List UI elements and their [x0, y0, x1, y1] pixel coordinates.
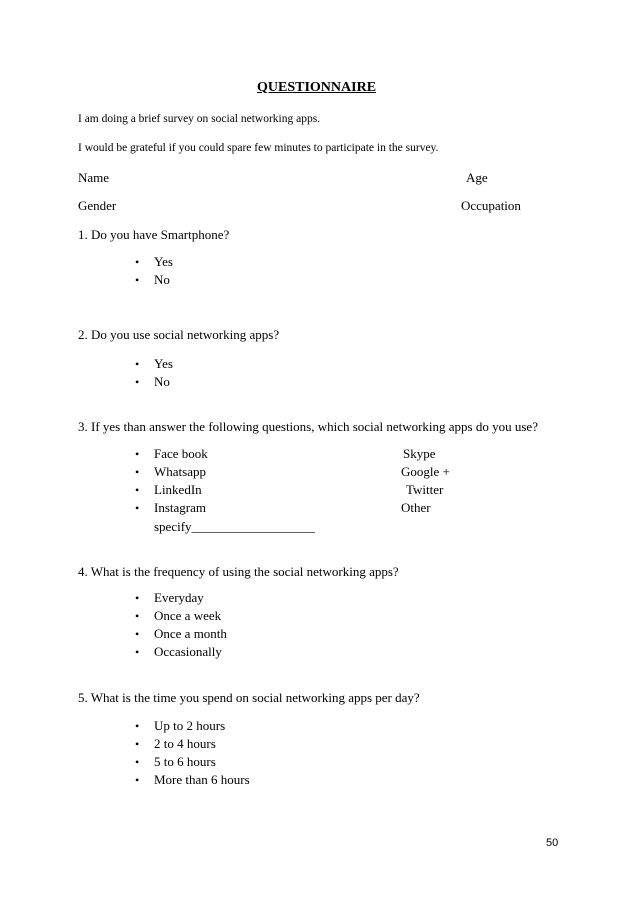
bullet-icon: •: [135, 273, 140, 287]
question-2: 2. Do you use social networking apps?: [78, 327, 280, 342]
bullet-icon: •: [135, 375, 140, 389]
bullet-icon: •: [135, 755, 140, 769]
option-label: Twitter: [406, 482, 444, 497]
bullet-icon: •: [135, 465, 140, 479]
option-label: Instagram: [154, 500, 206, 515]
page-title: QUESTIONNAIRE: [257, 80, 377, 95]
specify-field: specify___________________: [154, 519, 316, 534]
bullet-icon: •: [135, 255, 140, 269]
option-label: Up to 2 hours: [154, 718, 226, 733]
option-label: Once a month: [154, 626, 227, 641]
gender-label: Gender: [78, 198, 117, 213]
option-label: More than 6 hours: [154, 772, 250, 787]
bullet-icon: •: [135, 483, 140, 497]
bullet-icon: •: [135, 357, 140, 371]
bullet-icon: •: [135, 609, 140, 623]
bullet-icon: •: [135, 627, 140, 641]
name-label: Name: [78, 170, 110, 185]
bullet-icon: •: [135, 447, 140, 461]
intro-line-2: I would be grateful if you could spare few minutes to participate in the survey.: [78, 142, 439, 154]
page-number: 50: [546, 837, 559, 849]
option-label: 5 to 6 hours: [154, 754, 216, 769]
option-label: Once a week: [154, 608, 222, 623]
option-label: Google +: [401, 464, 450, 479]
question-3: 3. If yes than answer the following questions, which social networking apps do you use?: [78, 419, 538, 434]
question-5: 5. What is the time you spend on social networking apps per day?: [78, 690, 420, 705]
option-label: Yes: [154, 254, 173, 269]
question-1: 1. Do you have Smartphone?: [78, 227, 230, 242]
option-label: Face book: [154, 446, 208, 461]
age-label: Age: [466, 170, 488, 185]
bullet-icon: •: [135, 501, 140, 515]
bullet-icon: •: [135, 645, 140, 659]
option-label: Skype: [403, 446, 436, 461]
bullet-icon: •: [135, 591, 140, 605]
option-label: 2 to 4 hours: [154, 736, 216, 751]
option-label: Other: [401, 500, 431, 515]
option-label: No: [154, 272, 170, 287]
question-4: 4. What is the frequency of using the social networking apps?: [78, 564, 399, 579]
bullet-icon: •: [135, 719, 140, 733]
option-label: Yes: [154, 356, 173, 371]
option-label: Everyday: [154, 590, 204, 605]
option-label: No: [154, 374, 170, 389]
intro-line-1: I am doing a brief survey on social networking apps.: [78, 113, 321, 125]
bullet-icon: •: [135, 773, 140, 787]
option-label: Whatsapp: [154, 464, 206, 479]
option-label: Occasionally: [154, 644, 222, 659]
bullet-icon: •: [135, 737, 140, 751]
occupation-label: Occupation: [461, 198, 521, 213]
option-label: LinkedIn: [154, 482, 202, 497]
